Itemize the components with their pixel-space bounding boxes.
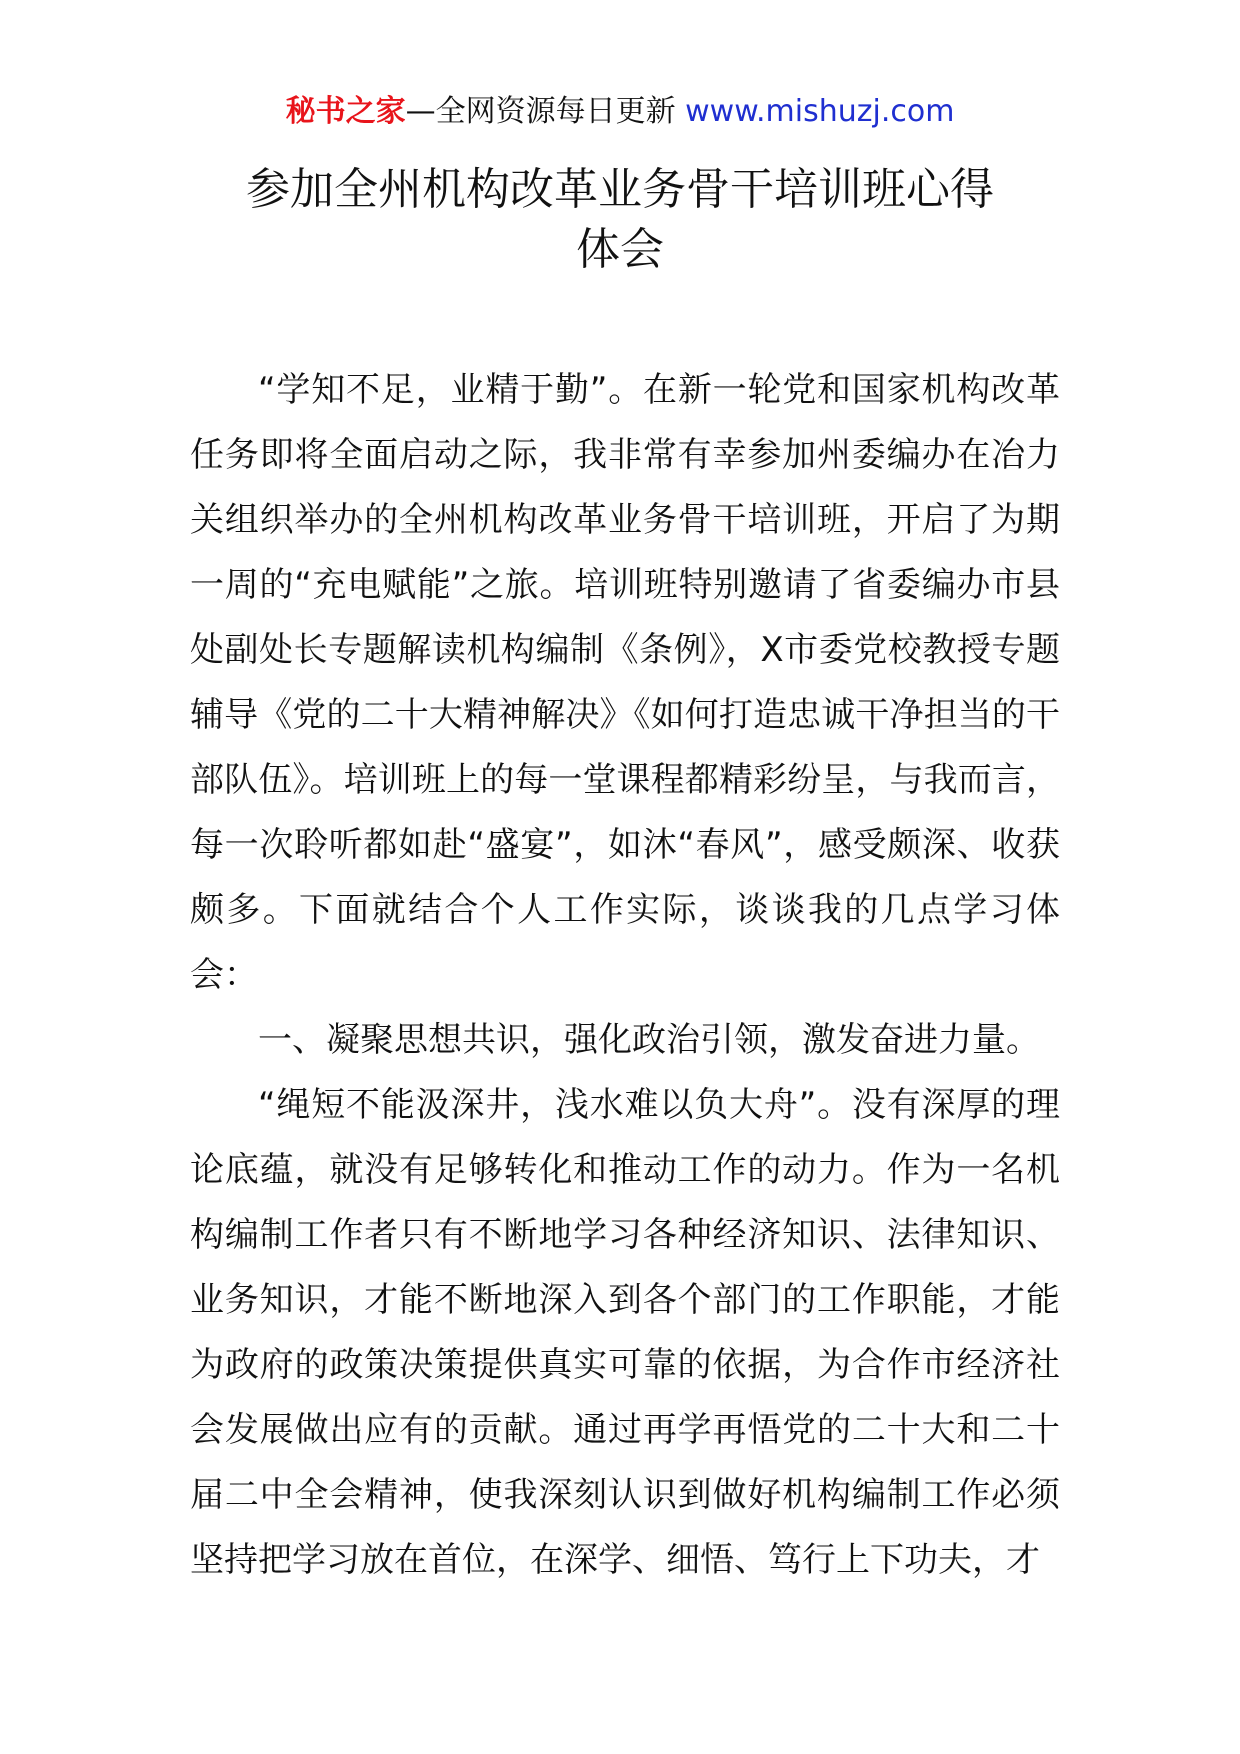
document-body (190, 358, 1060, 1593)
body-paragraph: “绳短不能汲深井，浅水难以负大舟”。没有深厚的理论底蕴，就没有足够转化和推动工作的动力。作为一名机构编制工作者只有不断地学习各种经济知识、法律知识、业务知识，才能不断地深入到各个部门的工作职能，才能为政府的政策决策提供真实可靠的依据，为合作市经济社会发展做出应有的贡献。通过再学再悟党的二十大和二十届二中全会精神，使我深刻认识到做好机构编制工作必须坚持把学习放在首位，在深学、细悟、笃行上下功夫，才 (190, 1085, 1060, 1580)
title-line-2: 体会 (576, 224, 664, 275)
title-line-1: 参加全州机构改革业务骨干培训班心得 (246, 164, 994, 215)
site-url-link[interactable]: www.mishuzj.com (685, 94, 955, 129)
site-header (0, 92, 1240, 132)
brand-name: 秘书之家 (285, 94, 406, 129)
body-paragraph: “学知不足，业精于勤”。在新一轮党和国家机构改革任务即将全面启动之际，我非常有幸参加州委编办在冶力关组织举办的全州机构改革业务骨干培训班，开启了为期一周的“充电赋能”之旅。培训班特别邀请了省委编办市县处副处长专题解读机构编制《条例》，X市委党校教授专题辅导《党的二十大精神解决》《如何打造忠诚干净担当的干部队伍》。培训班上的每一堂课程都精彩纷呈，与我而言，每一次聆听都如赴“盛宴”，如沐“春风”，感受颇深、收获颇多。下面就结合个人工作实际，谈谈我的几点学习体会： (190, 370, 1060, 995)
document-title (0, 160, 1240, 280)
site-tagline: —全网资源每日更新 (405, 94, 686, 129)
section-heading: 一、凝聚思想共识，强化政治引领，激发奋进力量。 (258, 1020, 1040, 1060)
